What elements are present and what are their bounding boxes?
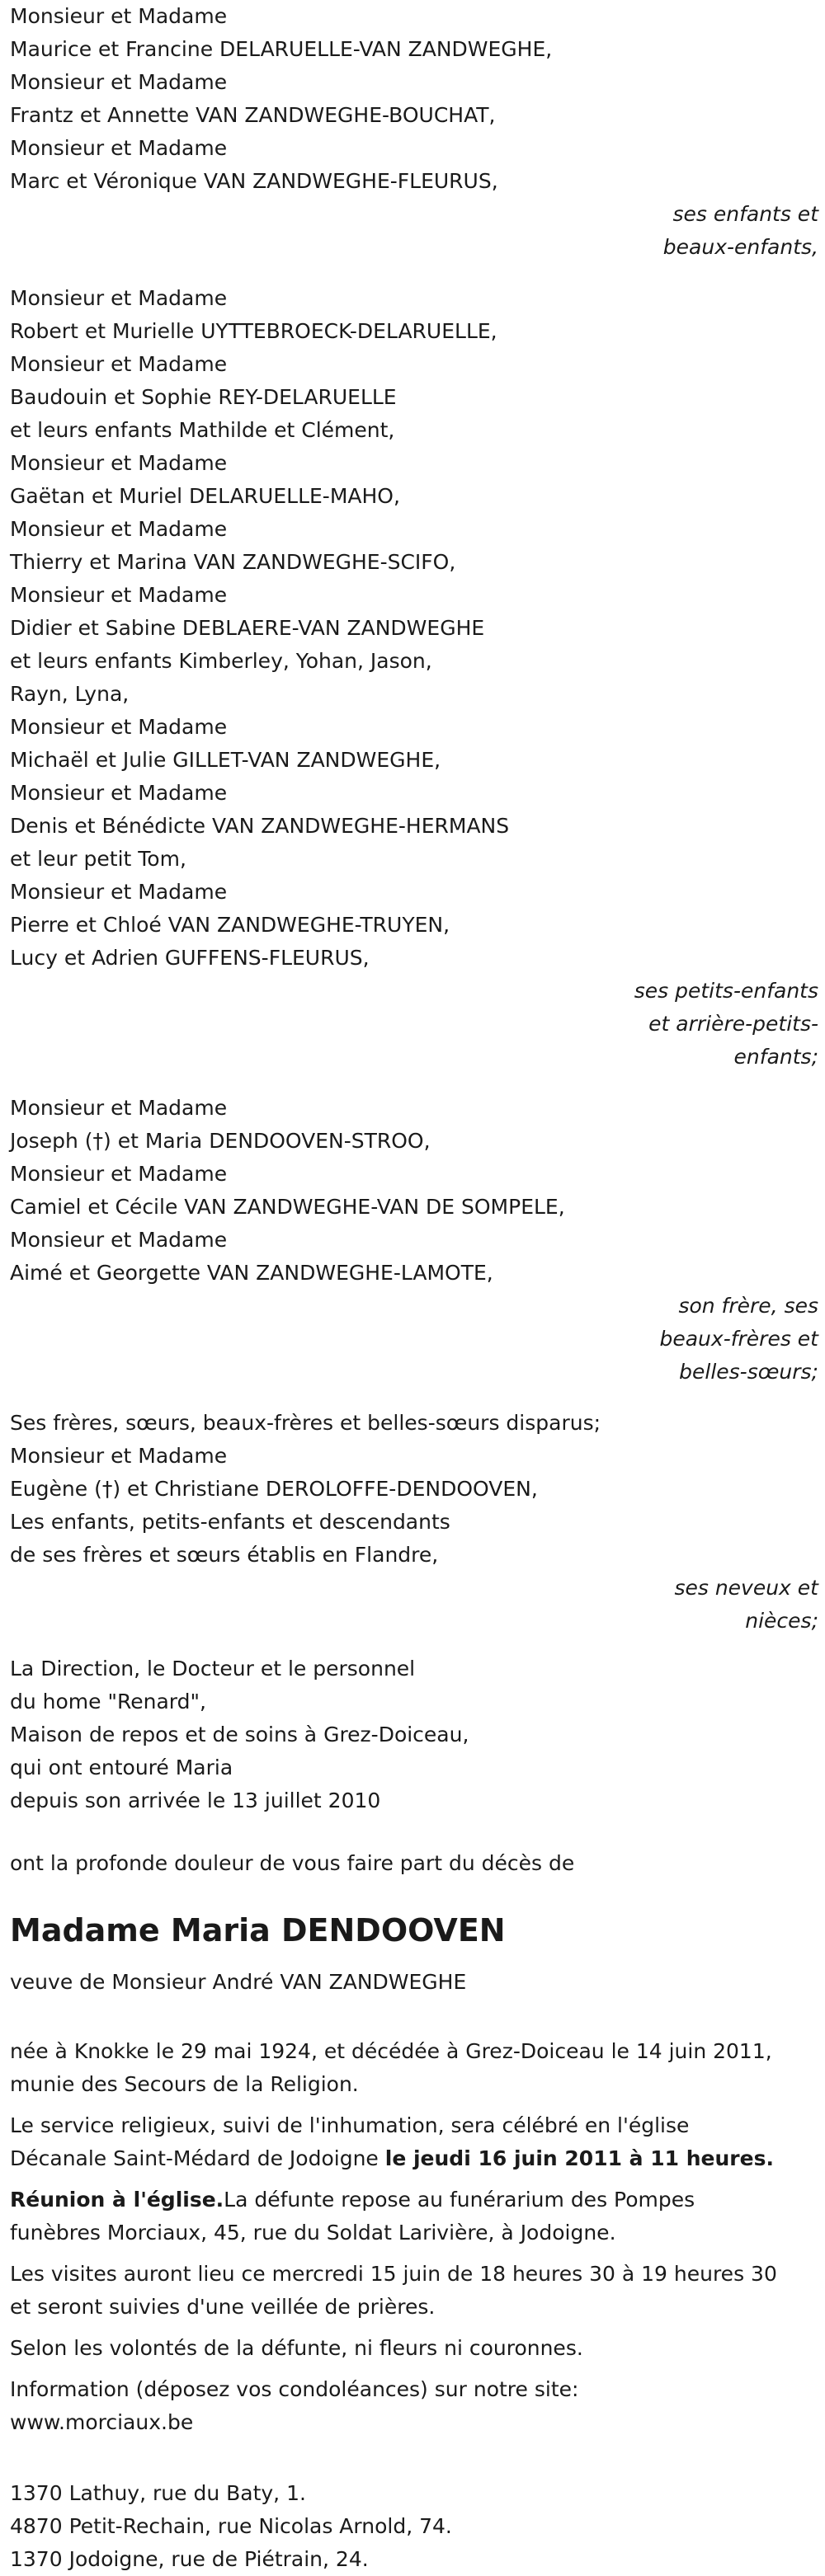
reunion-paragraph [10,2183,825,2249]
relationship-label: et arrière-petits- [648,1012,818,1036]
family-line: Les enfants, petits-enfants et descendants [10,1510,450,1534]
birth-death-line: née à Knokke le 29 mai 1924, et décédée à Grez-Doiceau le 14 juin 2011, [10,2039,772,2063]
family-group [10,1092,825,1389]
family-line: Monsieur et Madame [10,880,228,904]
family-line: Monsieur et Madame [10,1162,228,1186]
family-line: Michaël et Julie GILLET-VAN ZANDWEGHE, [10,748,441,772]
relationship-label: ses enfants et [672,202,818,226]
address-line: 4870 Petit-Rechain, rue Nicolas Arnold, 74. [10,2514,452,2538]
relationship-label: enfants; [733,1045,818,1069]
family-line: Aimé et Georgette VAN ZANDWEGHE-LAMOTE, [10,1261,493,1285]
family-line: Rayn, Lyna, [10,682,130,706]
family-line: Maurice et Francine DELARUELLE-VAN ZANDWEGHE, [10,37,553,61]
reunion-text: La défunte repose au funérarium des Pompes [224,2188,695,2212]
care-home-block [10,1652,825,1817]
relationship-label: nièces; [745,1609,818,1633]
family-line: Frantz et Annette VAN ZANDWEGHE-BOUCHAT, [10,103,496,127]
family-line: et leurs enfants Kimberley, Yohan, Jason, [10,649,432,673]
family-group [10,282,825,1074]
address-line: 1370 Lathuy, rue du Baty, 1. [10,2481,306,2505]
service-paragraph [10,2109,825,2175]
family-line: Monsieur et Madame [10,70,228,94]
family-line: et leur petit Tom, [10,847,186,871]
family-line: Lucy et Adrien GUFFENS-FLEURUS, [10,946,370,970]
family-line: Monsieur et Madame [10,583,228,607]
family-line: Robert et Murielle UYTTEBROECK-DELARUELLE, [10,319,497,343]
relationship-label: son frère, ses [678,1294,818,1318]
family-line: Marc et Véronique VAN ZANDWEGHE-FLEURUS, [10,169,498,193]
family-line: Eugène (†) et Christiane DEROLOFFE-DENDOOVEN, [10,1477,538,1501]
relationship-label: ses petits-enfants [634,979,818,1003]
deceased-name: Madame Maria DENDOOVEN [10,1912,506,1948]
birth-death-line: munie des Secours de la Religion. [10,2072,359,2096]
family-line: Monsieur et Madame [10,352,228,376]
care-home-line: depuis son arrivée le 13 juillet 2010 [10,1789,381,1812]
visits-paragraph [10,2258,825,2324]
widow-of-text: veuve de Monsieur André VAN ZANDWEGHE [10,1970,467,1994]
family-line: Gaëtan et Muriel DELARUELLE-MAHO, [10,484,400,508]
care-home-line: La Direction, le Docteur et le personnel [10,1657,416,1681]
family-line: Monsieur et Madame [10,1096,228,1120]
family-line: Monsieur et Madame [10,517,228,541]
info-paragraph [10,2373,825,2439]
relationship-label: belles-sœurs; [679,1360,818,1384]
announcement-text: ont la profonde douleur de vous faire part du décès de [10,1851,575,1875]
reunion-text: funèbres Morciaux, 45, rue du Soldat Larivière, à Jodoigne. [10,2221,616,2245]
family-group [10,1407,825,1638]
relationship-label: beaux-frères et [659,1327,818,1351]
family-line: Thierry et Marina VAN ZANDWEGHE-SCIFO, [10,550,456,574]
family-group [10,0,825,264]
service-line: Le service religieux, suivi de l'inhumation, sera célébré en l'église [10,2113,690,2137]
family-line: Ses frères, sœurs, beaux-frères et belles-sœurs disparus; [10,1411,601,1435]
address-line: 1370 Jodoigne, rue de Piétrain, 24. [10,2547,369,2571]
family-line: Camiel et Cécile VAN ZANDWEGHE-VAN DE SOMPELE, [10,1195,565,1219]
relationship-label: ses neveux et [674,1576,818,1600]
family-line: Monsieur et Madame [10,1228,228,1252]
family-line: Monsieur et Madame [10,781,228,805]
care-home-line: Maison de repos et de soins à Grez-Doiceau, [10,1723,469,1746]
family-line: Joseph (†) et Maria DENDOOVEN-STROO, [10,1129,431,1153]
family-line: Monsieur et Madame [10,4,228,28]
family-line: Denis et Bénédicte VAN ZANDWEGHE-HERMANS [10,814,510,838]
service-location: Décanale Saint-Médard de Jodoigne [10,2146,385,2170]
visits-line: Les visites auront lieu ce mercredi 15 juin de 18 heures 30 à 19 heures 30 [10,2262,777,2286]
family-line: Monsieur et Madame [10,715,228,739]
website-link[interactable]: www.morciaux.be [10,2410,194,2434]
care-home-line: qui ont entouré Maria [10,1756,233,1779]
family-line: Monsieur et Madame [10,1444,228,1468]
family-line: Didier et Sabine DEBLAERE-VAN ZANDWEGHE [10,616,485,640]
info-line: Information (déposez vos condoléances) sur notre site: [10,2377,579,2401]
birth-death-paragraph [10,2035,825,2101]
service-date: le jeudi 16 juin 2011 à 11 heures. [384,2146,774,2170]
family-line: Pierre et Chloé VAN ZANDWEGHE-TRUYEN, [10,913,450,937]
family-groups [10,0,825,1638]
family-line: Baudouin et Sophie REY-DELARUELLE [10,385,397,409]
visits-line: et seront suivies d'une veillée de prières. [10,2295,436,2319]
family-line: et leurs enfants Mathilde et Clément, [10,418,395,442]
care-home-line: du home "Renard", [10,1690,206,1713]
family-line: Monsieur et Madame [10,136,228,160]
address-block [10,2477,825,2576]
wishes-paragraph: Selon les volontés de la défunte, ni fleurs ni couronnes. [10,2336,583,2360]
relationship-label: beaux-enfants, [662,235,818,259]
family-line: de ses frères et sœurs établis en Flandre, [10,1543,439,1567]
family-line: Monsieur et Madame [10,286,228,310]
reunion-heading: Réunion à l'église. [10,2188,224,2212]
family-line: Monsieur et Madame [10,451,228,475]
